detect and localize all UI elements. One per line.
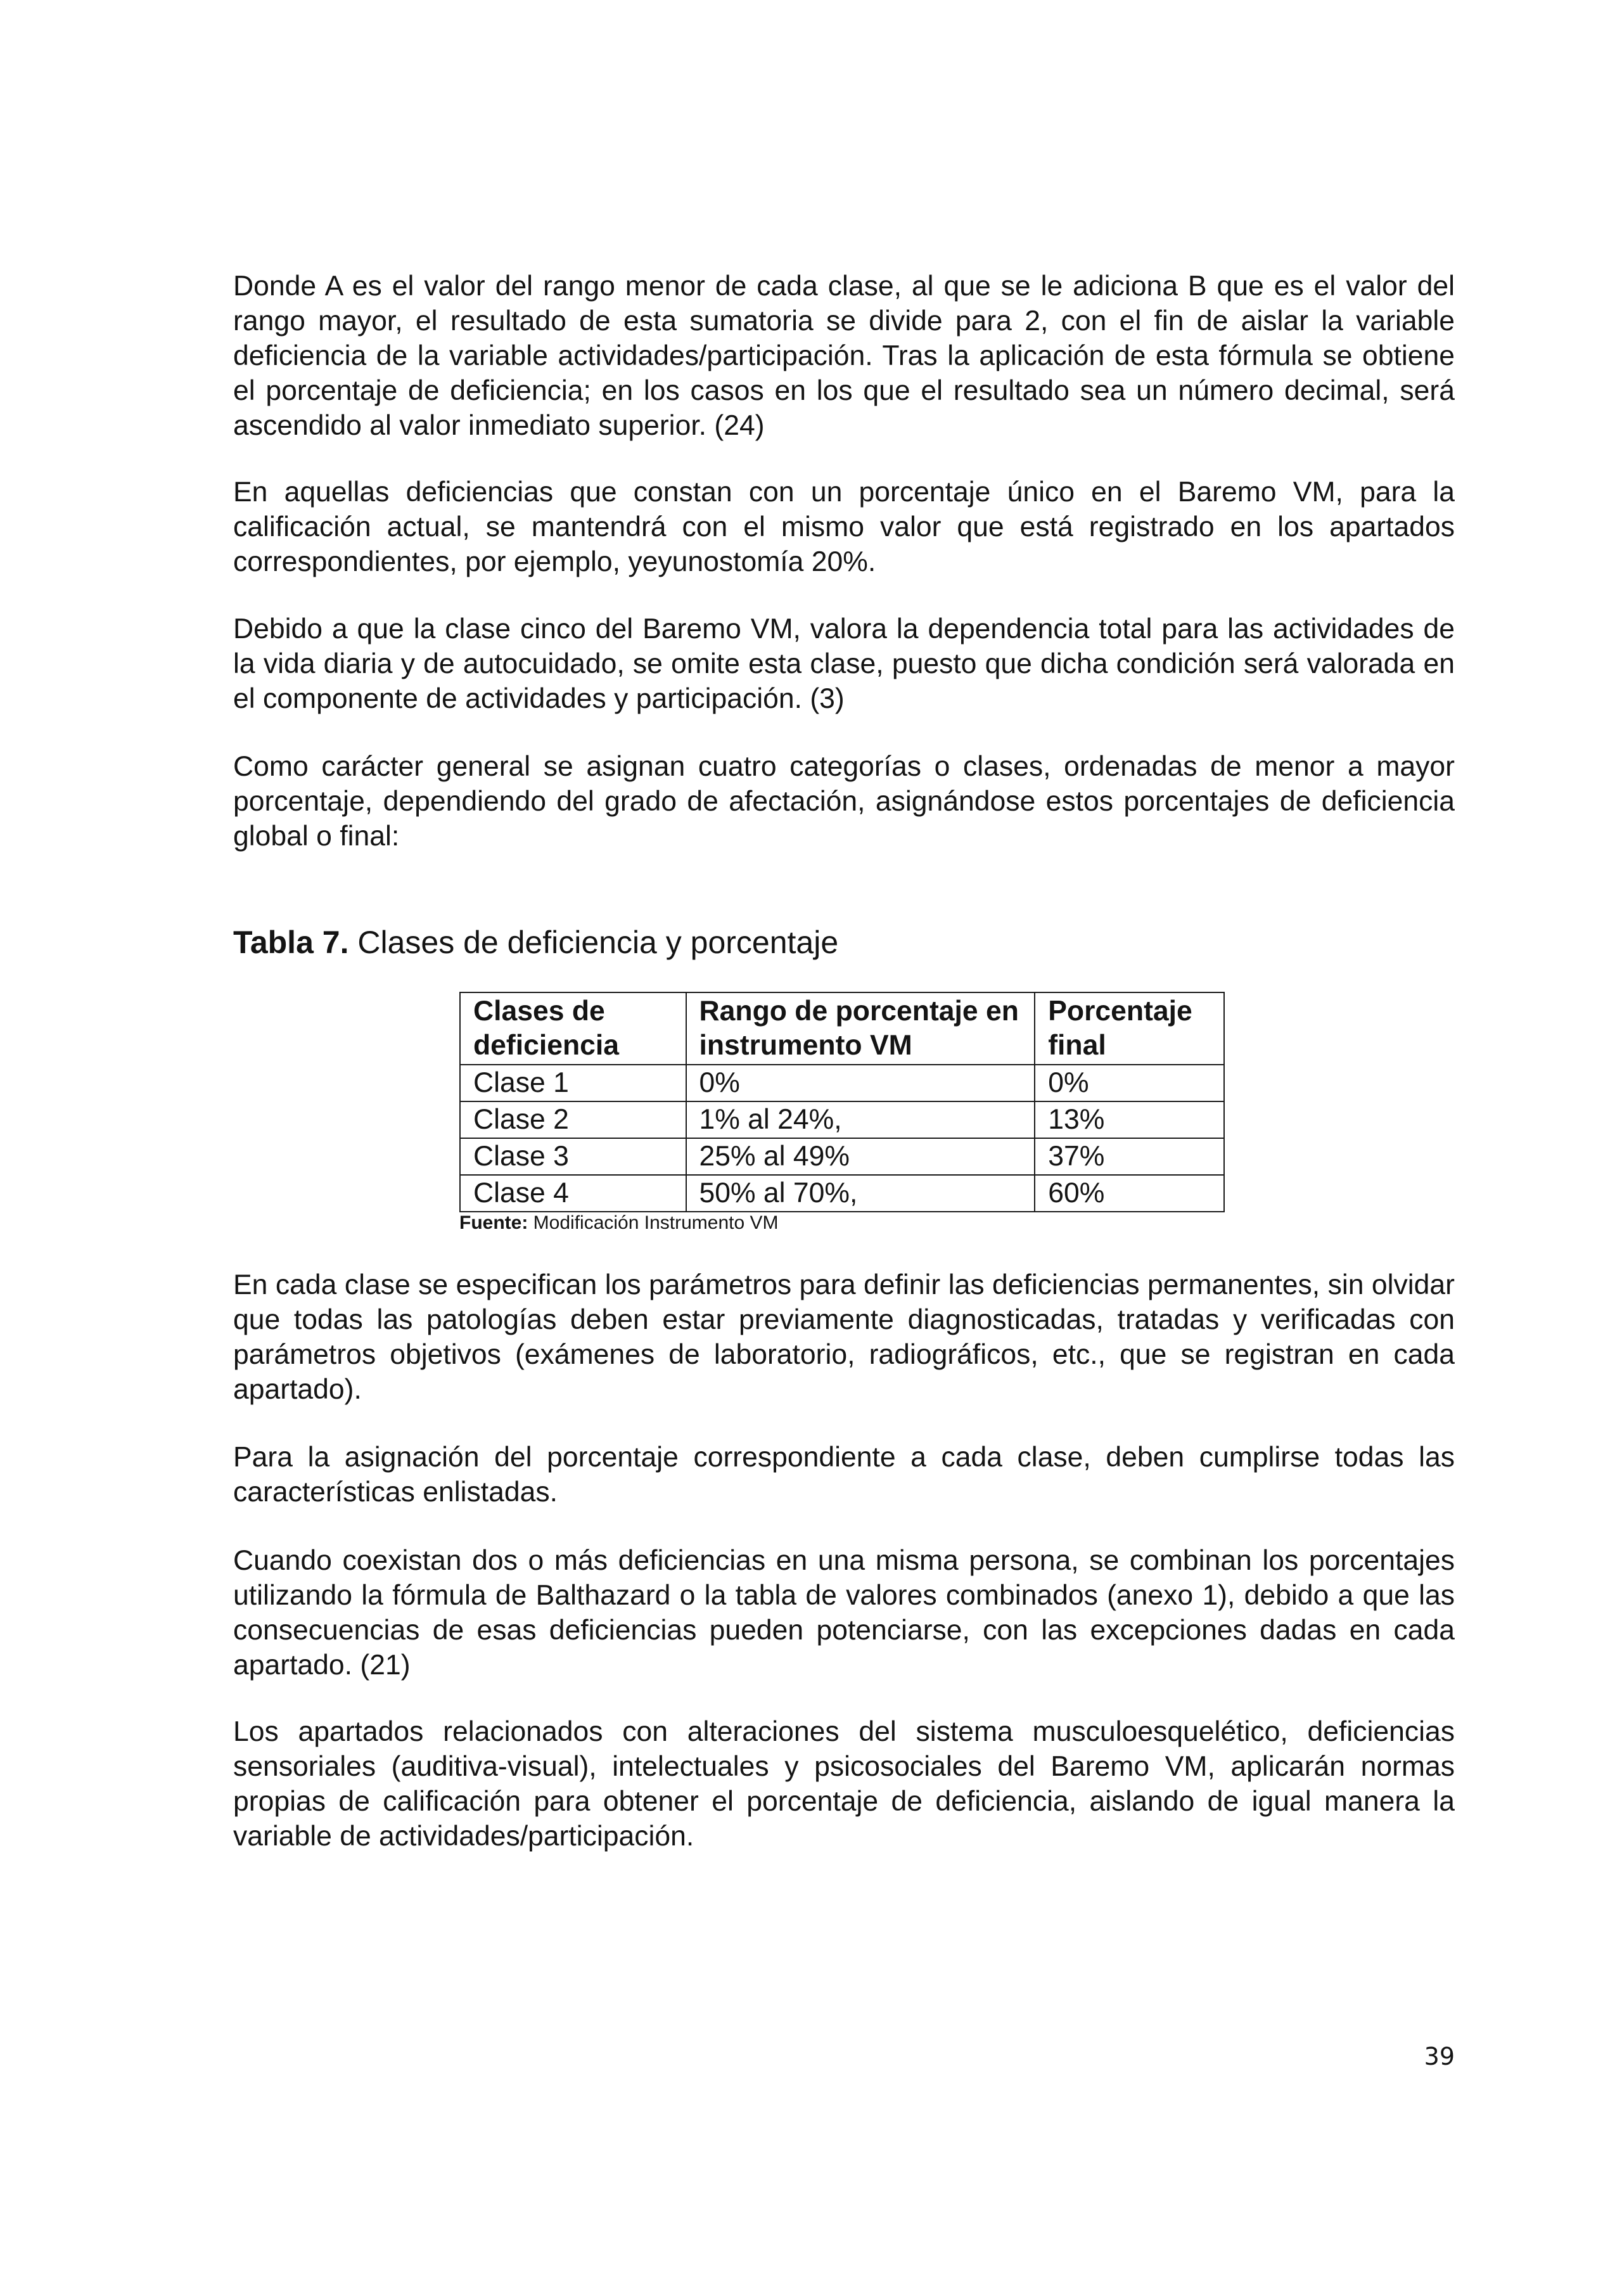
paragraph-specific-sections: Los apartados relacionados con alteraciones del sistema musculoesquelético, deficiencias sensoriales (auditiva-visual), intelectuales y psicosociales del Baremo VM, aplicarán normas propias de calificación para obtener el porcentaje de deficiencia, aislando de igual manera la variable de actividades/participación. [233,1716,1455,1852]
table-cell-class: Clase 3 [460,1138,686,1175]
table-row [460,1138,1224,1175]
header-range: Rango de porcentaje en instrumento VM [686,992,1035,1065]
table-cell-final: 0% [1035,1065,1224,1101]
table-caption-text: Clases de deficiencia y porcentaje [348,925,839,960]
table-cell-class: Clase 4 [460,1175,686,1212]
table-row [460,1175,1224,1212]
table-row [460,1065,1224,1101]
table-cell-final: 13% [1035,1101,1224,1138]
deficiency-classes-table [459,992,1225,1212]
paragraph-formula-explanation: Donde A es el valor del rango menor de cada clase, al que se le adiciona B que es el valor del rango mayor, el resultado de esta sumatoria se divide para 2, con el fin de aislar la variable deficiencia de la variable actividades/participación. Tras la aplicación de esta fórmula se obtiene el porcentaje de deficiencia; en los casos en los que el resultado sea un número decimal, será ascendido al valor inmediato superior. (24) [233,271,1455,441]
table-cell-range: 50% al 70%, [686,1175,1035,1212]
page-number: 39 [1424,2043,1455,2070]
table-cell-final: 60% [1035,1175,1224,1212]
table-cell-class: Clase 2 [460,1101,686,1138]
table-cell-final: 37% [1035,1138,1224,1175]
table-source-text: Modificación Instrumento VM [528,1212,779,1233]
table-caption-label: Tabla 7. [233,925,349,960]
table-cell-range: 1% al 24%, [686,1101,1035,1138]
paragraph-assignment: Para la asignación del porcentaje correspondiente a cada clase, deben cumplirse todas las características enlistadas. [233,1442,1455,1508]
table-source [459,1212,778,1235]
table-cell-range: 25% al 49% [686,1138,1035,1175]
table-cell-class: Clase 1 [460,1065,686,1101]
paragraph-unique-percentage: En aquellas deficiencias que constan con un porcentaje único en el Baremo VM, para la calificación actual, se mantendrá con el mismo valor que está registrado en los apartados correspondientes, por ejemplo, yeyunostomía 20%. [233,477,1455,577]
header-classes: Clases de deficiencia [460,992,686,1065]
table-cell-range: 0% [686,1065,1035,1101]
paragraph-four-classes: Como carácter general se asignan cuatro categorías o clases, ordenadas de menor a mayor porcentaje, dependiendo del grado de afectación, asignándose estos porcentajes de deficiencia global o final: [233,751,1455,852]
table-header-row [460,992,1224,1065]
table-row [460,1101,1224,1138]
table-source-label: Fuente: [459,1212,528,1233]
table-caption [233,923,838,962]
paragraph-class-five: Debido a que la clase cinco del Baremo VM, valora la dependencia total para las actividades de la vida diaria y de autocuidado, se omite esta clase, puesto que dicha condición será valorada en el componente de actividades y participación. (3) [233,613,1455,714]
paragraph-class-parameters: En cada clase se especifican los parámetros para definir las deficiencias permanentes, sin olvidar que todas las patologías deben estar previamente diagnosticadas, tratadas y verificadas con parámetros objetivos (exámenes de laboratorio, radiográficos, etc., que se registran en cada apartado). [233,1269,1455,1405]
paragraph-combined-deficiencies: Cuando coexistan dos o más deficiencias en una misma persona, se combinan los porcentajes utilizando la fórmula de Balthazard o la tabla de valores combinados (anexo 1), debido a que las consecuencias de esas deficiencias pueden potenciarse, con las excepciones dadas en cada apartado. (21) [233,1545,1455,1681]
header-final: Porcentaje final [1035,992,1224,1065]
